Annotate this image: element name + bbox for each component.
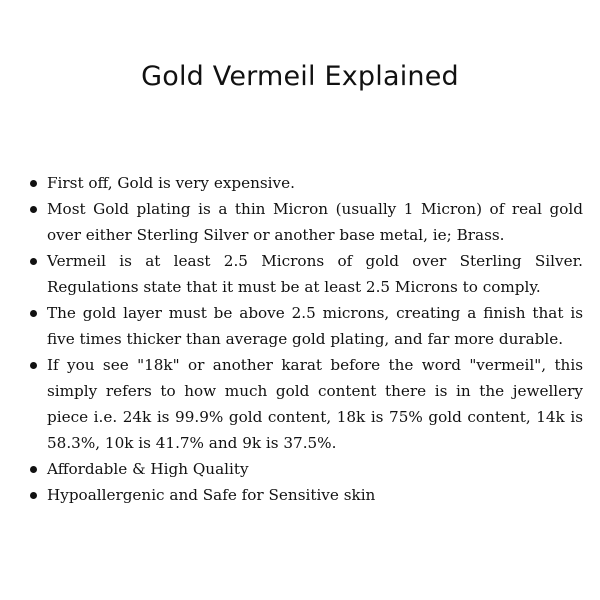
bullet-item (25, 196, 583, 248)
bullet-icon (30, 362, 37, 369)
bullet-list (25, 170, 583, 508)
bullet-icon (30, 258, 37, 265)
bullet-text: Vermeil is at least 2.5 Microns of gold over Sterling Silver. Regulations state that it must be at least 2.5 Microns to comply. (47, 252, 583, 296)
bullet-text: The gold layer must be above 2.5 microns, creating a finish that is five times thicker than average gold plating, and far more durable. (47, 304, 583, 348)
bullet-icon (30, 310, 37, 317)
bullet-item (25, 170, 583, 196)
bullet-item (25, 248, 583, 300)
bullet-text: Hypoallergenic and Safe for Sensitive skin (47, 486, 376, 504)
bullet-icon (30, 206, 37, 213)
bullet-text: If you see "18k" or another karat before the word "vermeil", this simply refers to how much gold content there is in the jewellery piece i.e. 24k is 99.9% gold content, 18k is 75% gold content, 14k is 58.3%, 10k is 41.7% and 9k is 37.5%. (47, 356, 583, 452)
bullet-item (25, 482, 583, 508)
bullet-text: Affordable & High Quality (47, 460, 249, 478)
bullet-icon (30, 180, 37, 187)
bullet-icon (30, 492, 37, 499)
page-title: Gold Vermeil Explained (141, 61, 459, 92)
bullet-item (25, 300, 583, 352)
bullet-text: First off, Gold is very expensive. (47, 174, 295, 192)
bullet-item (25, 456, 583, 482)
bullet-icon (30, 466, 37, 473)
bullet-text: Most Gold plating is a thin Micron (usually 1 Micron) of real gold over either Sterling Silver or another base metal, ie; Brass. (47, 200, 583, 244)
bullet-item (25, 352, 583, 456)
